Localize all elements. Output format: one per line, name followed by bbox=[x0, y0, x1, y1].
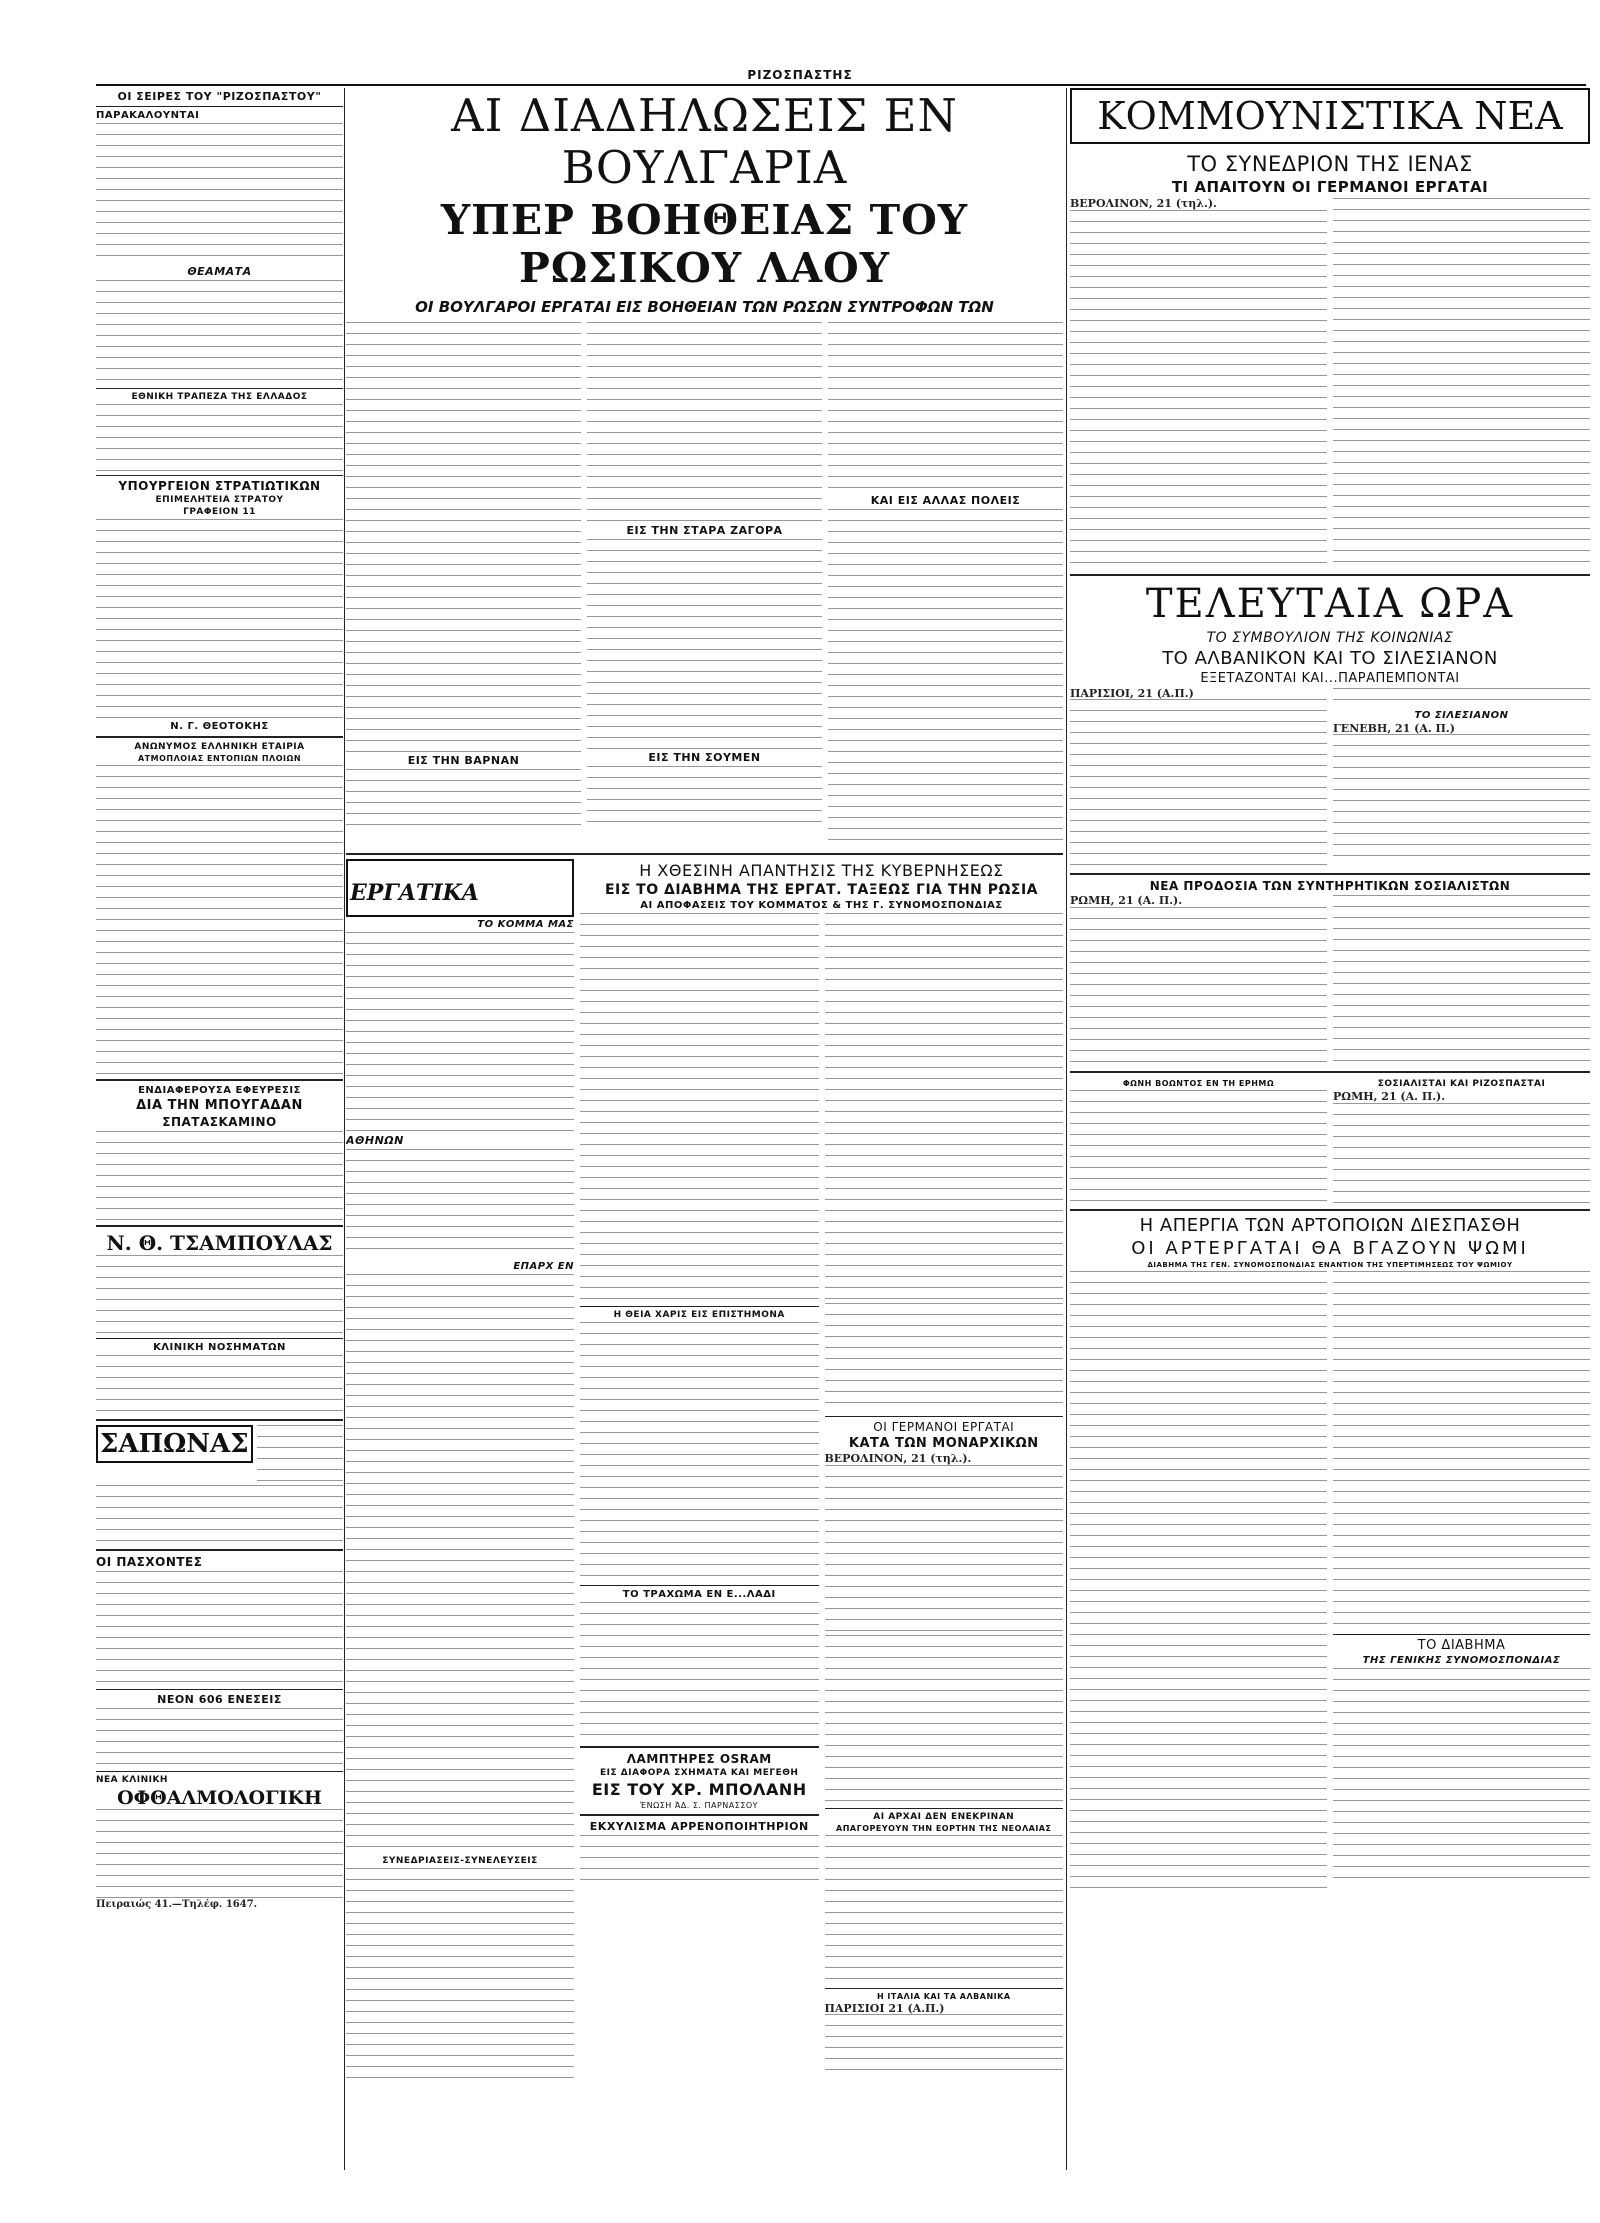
osram-3: ΕΙΣ ΤΟΥ ΧΡ. ΜΠΟΛΑΝΗ bbox=[591, 1780, 807, 1799]
bakers-2: ΟΙ ΑΡΤΕΡΓΑΤΑΙ ΘΑ ΒΓΑΖΟΥΝ ΨΩΜΙ bbox=[1131, 1238, 1529, 1259]
osram-4: ἙΝΩΣΗ ἈΔ. Σ. ΠΑΡΝΑΣΣΟΥ bbox=[640, 1801, 759, 1810]
banner-communist-news: ΚΟΜΜΟΥΝΙΣΤΙΚΑ ΝΕΑ bbox=[1070, 88, 1590, 144]
osram-1: ΛΑΜΠΤΗΡΕΣ OSRAM bbox=[626, 1752, 772, 1766]
gov-article-c bbox=[825, 1303, 1064, 1413]
socialists-title: ΣΟΣΙΑΛΙΣΤΑΙ ΚΑΙ ΡΙΖΟΣΠΑΣΤΑΙ bbox=[1377, 1079, 1546, 1089]
eye-body bbox=[96, 1809, 343, 1899]
voice-title: ΦΩΝΗ ΒΟΩΝΤΟΣ ΕΝ ΤΗ ΕΡΗΜΩ bbox=[1122, 1079, 1275, 1088]
rome-date: ΡΩΜΗ, 21 (Α. Π.). bbox=[1070, 894, 1183, 907]
italy-date: ΠΑΡΙΣΙΟΙ 21 (Α.Π.) bbox=[824, 2001, 945, 2015]
gov-head-1: Η ΧΘΕΣΙΝΗ ΑΠΑΝΤΗΣΙΣ ΤΗΣ ΚΥΒΕΡΝΗΣΕΩΣ bbox=[639, 861, 1004, 880]
league-article-b bbox=[1333, 688, 1590, 708]
germans-body bbox=[825, 1465, 1064, 1635]
soap-body bbox=[96, 1485, 343, 1545]
festival-body bbox=[825, 1835, 1064, 1985]
ad-invention: ΕΝΔΙΑΦΕΡΟΥΣΑ ΕΦΕΥΡΕΣΙΣ bbox=[138, 1085, 301, 1096]
running-head: ΡΙΖΟΣΠΑΣΤΗΣ bbox=[747, 68, 853, 82]
article-other bbox=[828, 509, 1063, 849]
shipping-title: ΑΝΩΝΥΜΟΣ ΕΛΛΗΝΙΚΗ ΕΤΑΙΡΙΑ bbox=[134, 742, 305, 752]
notice-body bbox=[96, 123, 343, 263]
geneva-body bbox=[1333, 734, 1590, 864]
festival-1: ΑΙ ΑΡΧΑΙ ΔΕΝ ΕΝΕΚΡΙΝΑΝ bbox=[873, 1811, 1015, 1822]
ministry-signer: Ν. Γ. ΘΕΟΤΟΚΗΣ bbox=[170, 721, 269, 732]
bank-title: ΕΘΝΙΚΗ ΤΡΑΠΕΖΑ ΤΗΣ ΕΛΛΑΔΟΣ bbox=[131, 392, 308, 402]
trachoma-title: ΤΟ ΤΡΑΧΩΜΑ ΕΝ Ε...ΛΑΔΙ bbox=[622, 1589, 776, 1600]
sufferers-body bbox=[96, 1571, 343, 1686]
article-varna bbox=[346, 769, 581, 829]
soap-side bbox=[257, 1425, 343, 1485]
sub-zagora: ΕΙΣ ΤΗΝ ΣΤΑΡΑ ΖΑΓΟΡΑ bbox=[626, 524, 783, 537]
theamata-title: ΘΕΑΜΑΤΑ bbox=[187, 265, 252, 278]
right-column bbox=[1070, 88, 1590, 2170]
demand-title: ΤΙ ΑΠΑΙΤΟΥΝ ΟΙ ΓΕΡΜΑΝΟΙ ΕΡΓΑΤΑΙ bbox=[1171, 178, 1489, 196]
top-rule bbox=[96, 84, 1586, 86]
theamata-body bbox=[96, 280, 343, 385]
party-tag: ΤΟ ΚΟΜΜΑ ΜΑΣ bbox=[477, 919, 574, 930]
italy-title: Η ΙΤΑΛΙΑ ΚΑΙ ΤΑ ΑΛΒΑΝΙΚΑ bbox=[876, 1991, 1011, 2001]
league-article-a bbox=[1070, 699, 1327, 869]
province-news bbox=[346, 1274, 574, 1854]
silesia-tag: ΤΟ ΣΙΛΕΣΙΑΝΟΝ bbox=[1414, 709, 1509, 721]
italy-body bbox=[825, 2014, 1064, 2074]
headline-sub: ΟΙ ΒΟΥΛΓΑΡΟΙ ΕΡΓΑΤΑΙ ΕΙΣ ΒΟΗΘΕΙΑΝ ΤΩΝ ΡΩΣΩΝ ΣΥΝΤΡΟΦΩΝ ΤΩΝ bbox=[415, 298, 994, 316]
gov-article-a bbox=[580, 913, 819, 1303]
notice-title: ΟΙ ΣΕΙΡΕΣ ΤΟΥ "ΡΙΖΟΣΠΑΣΤΟΥ" bbox=[117, 90, 322, 103]
epidemic-body bbox=[580, 1322, 819, 1582]
article-zagora bbox=[587, 539, 822, 749]
gov-head-2: ΕΙΣ ΤΟ ΔΙΑΒΗΜΑ ΤΗΣ ΕΡΓΑΤ. ΤΑΞΕΩΣ ΓΙΑ ΤΗΝ ΡΩΣΙΑ bbox=[604, 882, 1039, 898]
germans-date: ΒΕΡΟΛΙΝΟΝ, 21 (τηλ.). bbox=[824, 1452, 972, 1465]
article-bulgaria-c bbox=[828, 322, 1063, 492]
bakers-article-a bbox=[1070, 1271, 1327, 1891]
center-column bbox=[346, 88, 1063, 2170]
column-rule bbox=[1066, 88, 1067, 2170]
paris-date: ΠΑΡΙΣΙΟΙ, 21 (Α.Π.) bbox=[1070, 686, 1194, 700]
betrayal-body-2 bbox=[1333, 895, 1590, 1067]
sub-shumen: ΕΙΣ ΤΗΝ ΣΟΥΜΕΝ bbox=[648, 751, 761, 764]
athens-news bbox=[346, 1149, 574, 1259]
diabema-sub: ΤΗΣ ΓΕΝΙΚΗΣ ΣΥΝΟΜΟΣΠΟΝΔΙΑΣ bbox=[1362, 1655, 1561, 1666]
diabema-title: ΤΟ ΔΙΑΒΗΜΑ bbox=[1417, 1638, 1506, 1653]
headline-aid: ΥΠΕΡ ΒΟΗΘΕΙΑΣ ΤΟΥ ΡΩΣΙΚΟΥ ΛΑΟΥ bbox=[440, 196, 969, 292]
clinic-body bbox=[96, 1355, 343, 1415]
left-column bbox=[96, 88, 343, 2170]
headline-bulgaria: ΑΙ ΔΙΑΔΗΛΩΣΕΙΣ ΕΝ ΒΟΥΛΓΑΡΙΑ bbox=[451, 89, 958, 194]
socialists-body bbox=[1333, 1103, 1590, 1203]
last-hour: ΤΕΛΕΥΤΑΙΑ ΩΡΑ bbox=[1145, 580, 1515, 627]
article-bulgaria-a bbox=[346, 322, 581, 752]
bank-body bbox=[96, 404, 343, 472]
ministry-office: ΓΡΑΦΕΙΟΝ 11 bbox=[183, 507, 256, 517]
perfume-body bbox=[580, 1835, 819, 1885]
article-bulgaria-b bbox=[587, 322, 822, 522]
bakers-3: ΔΙΑΒΗΜΑ ΤΗΣ ΓΕΝ. ΣΥΝΟΜΟΣΠΟΝΔΙΑΣ ΕΝΑΝΤΙΟΝ ΤΗΣ ΥΠΕΡΤΙΜΗΣΕΩΣ ΤΟΥ ΨΩΜΙΟΥ bbox=[1147, 1261, 1513, 1269]
doctor-body bbox=[96, 1255, 343, 1335]
ad-invention-2: ΔΙΑ ΤΗΝ ΜΠΟΥΓΑΔΑΝ bbox=[136, 1098, 303, 1113]
jena-article-b bbox=[1333, 198, 1590, 568]
perfume-title: ΕΚΧΥΛΙΣΜΑ ΑΡΡΕΝΟΠΟΙΗΤΗΡΙΟΝ bbox=[589, 1820, 809, 1833]
ministry-title: ΥΠΟΥΡΓΕΙΟΝ ΣΤΡΑΤΙΩΤΙΚΩΝ bbox=[118, 479, 321, 493]
eye-clinic-label: ΝΕΑ ΚΛΙΝΙΚΗ bbox=[96, 1775, 168, 1785]
gov-head-3: ΑΙ ΑΠΟΦΑΣΕΙΣ ΤΟΥ ΚΟΜΜΑΤΟΣ & ΤΗΣ Γ. ΣΥΝΟΜΟΣΠΟΝΔΙΑΣ bbox=[640, 900, 1003, 911]
article-shumen bbox=[587, 766, 822, 826]
gov-article-b bbox=[825, 913, 1064, 1303]
clinic-title: ΚΛΙΝΙΚΗ ΝΟΣΗΜΑΤΩΝ bbox=[153, 1342, 286, 1353]
league-2: ΤΟ ΑΛΒΑΝΙΚΟΝ ΚΑΙ ΤΟ ΣΙΛΕΣΙΑΝΟΝ bbox=[1162, 647, 1498, 669]
league-1: ΤΟ ΣΥΜΒΟΥΛΙΟΝ ΤΗΣ ΚΟΙΝΩΝΙΑΣ bbox=[1206, 629, 1454, 646]
notice-lead: ΠΑΡΑΚΑΛΟΥΝΤΑΙ bbox=[96, 110, 200, 121]
jena-article-a bbox=[1070, 210, 1327, 570]
shipping-body bbox=[96, 765, 343, 1075]
betrayal-title: ΝΕΑ ΠΡΟΔΟΣΙΑ ΤΩΝ ΣΥΝΤΗΡΗΤΙΚΩΝ ΣΟΣΙΑΛΙΣΤΩΝ bbox=[1149, 879, 1511, 893]
new-ad: ΝΕΟΝ 606 ΕΝΕΣΕΙΣ bbox=[157, 1693, 282, 1706]
jena-title: ΤΟ ΣΥΝΕΔΡΙΟΝ ΤΗΣ ΙΕΝΑΣ bbox=[1187, 152, 1473, 176]
bakers-article-b bbox=[1333, 1271, 1590, 1631]
unions-body bbox=[346, 1868, 574, 2088]
unions-title: ΣΥΝΕΔΡΙΑΣΕΙΣ-ΣΥΝΕΛΕΥΣΕΙΣ bbox=[382, 1856, 538, 1866]
epidemic-title: Η ΘΕΙΑ ΧΑΡΙΣ ΕΙΣ ΕΠΙΣΤΗΜΟΝΑ bbox=[613, 1310, 785, 1320]
ad-invention-body bbox=[96, 1131, 343, 1221]
sufferers-title: ΟΙ ΠΑΣΧΟΝΤΕΣ bbox=[96, 1555, 203, 1569]
column-rule bbox=[344, 88, 345, 2170]
ergatika-logo: ΕΡΓΑΤΙΚΑ bbox=[346, 859, 574, 917]
league-3: ΕΞΕΤΑΖΟΝΤΑΙ ΚΑΙ...ΠΑΡΑΠΕΜΠΟΝΤΑΙ bbox=[1200, 670, 1460, 686]
footer-text: Πειραιώς 41.—Τηλέφ. 1647. bbox=[96, 1899, 258, 1910]
athens-tag: ΑΘΗΝΩΝ bbox=[346, 1134, 404, 1147]
soap-word: ΣΑΠΩΝΑΣ bbox=[96, 1425, 253, 1463]
sub-other: ΚΑΙ ΕΙΣ ΑΛΛΑΣ ΠΟΛΕΙΣ bbox=[870, 494, 1021, 507]
doctor-name: Ν. Θ. ΤΣΑΜΠΟΥΛΑΣ bbox=[106, 1231, 333, 1255]
germans-body-2 bbox=[825, 1635, 1064, 1805]
epark-tag: ΕΠΑΡΧ ΕΝ bbox=[513, 1261, 574, 1272]
diabema-body bbox=[1333, 1668, 1590, 1888]
party-news bbox=[346, 932, 574, 1132]
shipping-sub: ΑΤΜΟΠΛΟΙΑΣ ΕΝΤΟΠΙΩΝ ΠΛΟΙΩΝ bbox=[137, 754, 302, 763]
bakers-1: Η ΑΠΕΡΓΙΑ ΤΩΝ ΑΡΤΟΠΟΙΩΝ ΔΙΕΣΠΑΣΘΗ bbox=[1139, 1215, 1521, 1236]
germans-1: ΟΙ ΓΕΡΜΑΝΟΙ ΕΡΓΑΤΑΙ bbox=[873, 1420, 1015, 1434]
rome-date-2: ΡΩΜΗ, 21 (Α. Π.). bbox=[1333, 1090, 1446, 1103]
osram-2: ΕΙΣ ΔΙΑΦΟΡΑ ΣΧΗΜΑΤΑ ΚΑΙ ΜΕΓΕΘΗ bbox=[600, 1768, 799, 1778]
ad-invention-3: ΣΠΑΤΑΣΚΑΜΙΝΟ bbox=[162, 1115, 277, 1129]
sub-varna: ΕΙΣ ΤΗΝ ΒΑΡΝΑΝ bbox=[407, 754, 520, 767]
germans-2: ΚΑΤΑ ΤΩΝ ΜΟΝΑΡΧΙΚΩΝ bbox=[848, 1436, 1039, 1451]
geneva-date: ΓΕΝΕΒΗ, 21 (Α. Π.) bbox=[1333, 721, 1455, 735]
eye-title: ΟΦΘΑΛΜΟΛΟΓΙΚΗ bbox=[117, 1787, 322, 1809]
berlin-date: ΒΕΡΟΛΙΝΟΝ, 21 (τηλ.). bbox=[1070, 197, 1217, 210]
trachoma-body bbox=[580, 1602, 819, 1742]
ministry-body bbox=[96, 519, 343, 719]
betrayal-body bbox=[1070, 907, 1327, 1067]
festival-2: ΑΠΑΓΟΡΕΥΟΥΝ ΤΗΝ ΕΟΡΤΗΝ ΤΗΣ ΝΕΟΛΑΙΑΣ bbox=[836, 1823, 1052, 1833]
new-ad-body bbox=[96, 1708, 343, 1768]
ministry-sub: ΕΠΙΜΕΛΗΤΕΙΑ ΣΤΡΑΤΟΥ bbox=[155, 495, 284, 505]
voice-body bbox=[1070, 1090, 1327, 1205]
